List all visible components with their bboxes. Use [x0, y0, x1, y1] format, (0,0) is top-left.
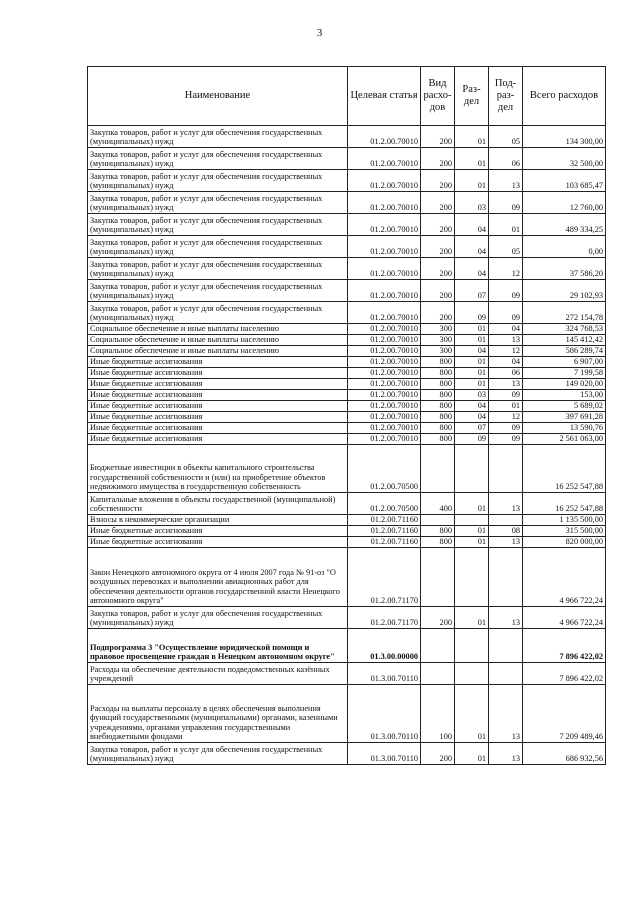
cell-code: 01.2.00.70010 — [348, 324, 421, 335]
table-row — [88, 412, 606, 423]
table-row — [88, 126, 606, 148]
table-row — [88, 379, 606, 390]
cell-code: 01.3.00.70110 — [348, 743, 421, 765]
cell-code: 01.2.00.70010 — [348, 434, 421, 445]
page-number: 3 — [316, 27, 323, 39]
cell-subsection: 04 — [489, 357, 523, 368]
table-row — [88, 192, 606, 214]
cell-code: 01.2.00.70010 — [348, 390, 421, 401]
cell-name: Расходы на обеспечение деятельности подведомственных казённых учреждений — [88, 663, 348, 685]
cell-total: 134 300,00 — [523, 126, 606, 148]
cell-total: 7 199,58 — [523, 368, 606, 379]
cell-code: 01.2.00.71160 — [348, 537, 421, 548]
cell-name: Иные бюджетные ассигнования — [88, 379, 348, 390]
cell-code: 01.2.00.70010 — [348, 214, 421, 236]
table-row — [88, 335, 606, 346]
cell-subsection: 12 — [489, 258, 523, 280]
table-row — [88, 629, 606, 663]
cell-vid: 800 — [421, 379, 455, 390]
cell-section: 03 — [455, 390, 489, 401]
cell-vid: 800 — [421, 401, 455, 412]
cell-vid: 800 — [421, 390, 455, 401]
cell-total: 324 768,53 — [523, 324, 606, 335]
cell-code: 01.2.00.70010 — [348, 280, 421, 302]
table-header-row — [88, 67, 606, 126]
cell-subsection: 05 — [489, 126, 523, 148]
cell-subsection: 08 — [489, 526, 523, 537]
cell-vid: 300 — [421, 346, 455, 357]
table-body — [88, 126, 606, 765]
cell-code: 01.2.00.70010 — [348, 236, 421, 258]
cell-code: 01.2.00.70010 — [348, 148, 421, 170]
cell-section: 01 — [455, 526, 489, 537]
cell-name: Закупка товаров, работ и услуг для обеспечения государственных (муниципальных) нужд — [88, 258, 348, 280]
cell-subsection — [489, 663, 523, 685]
table-row — [88, 302, 606, 324]
cell-subsection: 13 — [489, 743, 523, 765]
cell-name: Закупка товаров, работ и услуг для обеспечения государственных (муниципальных) нужд — [88, 743, 348, 765]
header-section: Раз-дел — [455, 67, 489, 126]
cell-total: 315 500,00 — [523, 526, 606, 537]
cell-name: Закупка товаров, работ и услуг для обеспечения государственных (муниципальных) нужд — [88, 214, 348, 236]
cell-name: Закупка товаров, работ и услуг для обеспечения государственных (муниципальных) нужд — [88, 607, 348, 629]
cell-vid: 200 — [421, 236, 455, 258]
cell-name: Социальное обеспечение и иные выплаты населению — [88, 324, 348, 335]
cell-subsection: 09 — [489, 302, 523, 324]
cell-vid: 400 — [421, 493, 455, 515]
cell-section: 01 — [455, 126, 489, 148]
cell-section: 01 — [455, 368, 489, 379]
cell-code: 01.2.00.70010 — [348, 170, 421, 192]
cell-section: 04 — [455, 412, 489, 423]
cell-total: 272 154,78 — [523, 302, 606, 324]
cell-name: Иные бюджетные ассигнования — [88, 423, 348, 434]
cell-section — [455, 663, 489, 685]
cell-subsection: 13 — [489, 335, 523, 346]
cell-code: 01.2.00.70010 — [348, 126, 421, 148]
cell-code: 01.2.00.70500 — [348, 445, 421, 493]
cell-vid: 200 — [421, 258, 455, 280]
cell-vid: 300 — [421, 335, 455, 346]
cell-vid: 200 — [421, 148, 455, 170]
cell-subsection — [489, 515, 523, 526]
table-row — [88, 663, 606, 685]
cell-name: Бюджетные инвестиции в объекты капитального строительства государственной собственности и (или) на приобретение объектов недвижимого имущества в государственную собственность — [88, 445, 348, 493]
table-row — [88, 148, 606, 170]
cell-vid: 200 — [421, 214, 455, 236]
cell-subsection — [489, 548, 523, 607]
cell-name: Закупка товаров, работ и услуг для обеспечения государственных (муниципальных) нужд — [88, 148, 348, 170]
cell-vid — [421, 515, 455, 526]
cell-name: Капитальные вложения в объекты государственной (муниципальной) собственности — [88, 493, 348, 515]
cell-code: 01.3.00.00000 — [348, 629, 421, 663]
cell-code: 01.2.00.70010 — [348, 368, 421, 379]
cell-subsection: 13 — [489, 170, 523, 192]
cell-subsection: 13 — [489, 379, 523, 390]
table-row — [88, 515, 606, 526]
table-row — [88, 214, 606, 236]
cell-total: 153,00 — [523, 390, 606, 401]
cell-subsection: 12 — [489, 412, 523, 423]
cell-name: Иные бюджетные ассигнования — [88, 434, 348, 445]
cell-code: 01.2.00.71160 — [348, 515, 421, 526]
cell-vid: 800 — [421, 423, 455, 434]
cell-section: 01 — [455, 335, 489, 346]
cell-code: 01.2.00.70010 — [348, 335, 421, 346]
cell-name: Закупка товаров, работ и услуг для обеспечения государственных (муниципальных) нужд — [88, 302, 348, 324]
table-row — [88, 401, 606, 412]
cell-total: 103 685,47 — [523, 170, 606, 192]
cell-code: 01.2.00.71170 — [348, 607, 421, 629]
cell-total: 5 689,02 — [523, 401, 606, 412]
table-row — [88, 526, 606, 537]
cell-code: 01.2.00.70010 — [348, 423, 421, 434]
cell-code: 01.2.00.70010 — [348, 379, 421, 390]
cell-name: Социальное обеспечение и иные выплаты населению — [88, 335, 348, 346]
cell-code: 01.3.00.70110 — [348, 663, 421, 685]
cell-code: 01.2.00.70010 — [348, 258, 421, 280]
cell-code: 01.2.00.70010 — [348, 346, 421, 357]
cell-name: Иные бюджетные ассигнования — [88, 401, 348, 412]
cell-name: Закупка товаров, работ и услуг для обеспечения государственных (муниципальных) нужд — [88, 192, 348, 214]
cell-section: 04 — [455, 346, 489, 357]
cell-subsection: 01 — [489, 401, 523, 412]
cell-section: 04 — [455, 401, 489, 412]
table-row — [88, 685, 606, 743]
budget-table — [87, 66, 606, 765]
cell-vid: 200 — [421, 192, 455, 214]
cell-total: 7 896 422,02 — [523, 663, 606, 685]
cell-section: 07 — [455, 280, 489, 302]
cell-vid — [421, 629, 455, 663]
header-subsection: Под-раз-дел — [489, 67, 523, 126]
cell-section: 01 — [455, 743, 489, 765]
cell-total: 4 966 722,24 — [523, 607, 606, 629]
cell-section: 04 — [455, 236, 489, 258]
table-row — [88, 434, 606, 445]
cell-vid: 800 — [421, 412, 455, 423]
header-name: Наименование — [88, 67, 348, 126]
cell-name: Иные бюджетные ассигнования — [88, 368, 348, 379]
cell-total: 149 020,00 — [523, 379, 606, 390]
cell-vid: 200 — [421, 302, 455, 324]
cell-subsection: 13 — [489, 537, 523, 548]
cell-name: Расходы на выплаты персоналу в целях обеспечения выполнения функций государственными (муниципальными) органами, казенными учреждениями, органами управления государственными внебюджетными фондами — [88, 685, 348, 743]
header-total: Всего расходов — [523, 67, 606, 126]
cell-vid: 200 — [421, 280, 455, 302]
table-row — [88, 170, 606, 192]
cell-section — [455, 515, 489, 526]
cell-name: Иные бюджетные ассигнования — [88, 357, 348, 368]
cell-subsection: 09 — [489, 434, 523, 445]
cell-section: 01 — [455, 148, 489, 170]
cell-code: 01.2.00.70010 — [348, 357, 421, 368]
table-row — [88, 548, 606, 607]
cell-total: 145 412,42 — [523, 335, 606, 346]
cell-vid: 800 — [421, 434, 455, 445]
cell-subsection: 13 — [489, 685, 523, 743]
cell-total: 16 252 547,88 — [523, 493, 606, 515]
cell-name: Закупка товаров, работ и услуг для обеспечения государственных (муниципальных) нужд — [88, 170, 348, 192]
cell-code: 01.2.00.71170 — [348, 548, 421, 607]
cell-name: Закупка товаров, работ и услуг для обеспечения государственных (муниципальных) нужд — [88, 280, 348, 302]
table-row — [88, 236, 606, 258]
cell-name: Закупка товаров, работ и услуг для обеспечения государственных (муниципальных) нужд — [88, 126, 348, 148]
cell-section: 01 — [455, 357, 489, 368]
cell-subsection — [489, 445, 523, 493]
cell-total: 29 102,93 — [523, 280, 606, 302]
cell-total: 6 907,00 — [523, 357, 606, 368]
cell-subsection: 09 — [489, 280, 523, 302]
cell-total: 1 135 500,00 — [523, 515, 606, 526]
table-row — [88, 280, 606, 302]
cell-vid: 200 — [421, 126, 455, 148]
cell-code: 01.2.00.70500 — [348, 493, 421, 515]
cell-section: 01 — [455, 324, 489, 335]
cell-section: 01 — [455, 607, 489, 629]
cell-name: Закупка товаров, работ и услуг для обеспечения государственных (муниципальных) нужд — [88, 236, 348, 258]
cell-subsection: 06 — [489, 148, 523, 170]
cell-section: 04 — [455, 214, 489, 236]
cell-section — [455, 445, 489, 493]
cell-code: 01.2.00.71160 — [348, 526, 421, 537]
cell-total: 32 500,00 — [523, 148, 606, 170]
cell-code: 01.2.00.70010 — [348, 412, 421, 423]
cell-total: 0,00 — [523, 236, 606, 258]
cell-vid: 800 — [421, 537, 455, 548]
cell-subsection: 05 — [489, 236, 523, 258]
table-row — [88, 324, 606, 335]
cell-total: 489 334,25 — [523, 214, 606, 236]
cell-vid — [421, 445, 455, 493]
cell-section: 01 — [455, 493, 489, 515]
table-row — [88, 258, 606, 280]
cell-total: 16 252 547,88 — [523, 445, 606, 493]
table-row — [88, 445, 606, 493]
cell-subsection: 12 — [489, 346, 523, 357]
cell-subsection: 04 — [489, 324, 523, 335]
cell-name: Иные бюджетные ассигнования — [88, 526, 348, 537]
cell-code: 01.2.00.70010 — [348, 302, 421, 324]
cell-name: Иные бюджетные ассигнования — [88, 390, 348, 401]
cell-vid: 200 — [421, 743, 455, 765]
table-row — [88, 493, 606, 515]
cell-total: 13 590,76 — [523, 423, 606, 434]
cell-total: 7 209 489,46 — [523, 685, 606, 743]
cell-name: Иные бюджетные ассигнования — [88, 537, 348, 548]
cell-name: Подпрограмма 3 "Осуществление юридической помощи и правовое просвещение граждан в Ненецком автономном округе" — [88, 629, 348, 663]
cell-total: 820 000,00 — [523, 537, 606, 548]
cell-section: 03 — [455, 192, 489, 214]
cell-subsection: 13 — [489, 493, 523, 515]
table-row — [88, 537, 606, 548]
cell-total: 2 561 063,00 — [523, 434, 606, 445]
cell-section: 09 — [455, 302, 489, 324]
cell-total: 586 289,74 — [523, 346, 606, 357]
table-row — [88, 346, 606, 357]
cell-section: 09 — [455, 434, 489, 445]
table-row — [88, 357, 606, 368]
cell-section — [455, 629, 489, 663]
cell-total: 37 586,20 — [523, 258, 606, 280]
cell-subsection: 09 — [489, 423, 523, 434]
table-row — [88, 390, 606, 401]
cell-section: 01 — [455, 537, 489, 548]
table-row — [88, 423, 606, 434]
cell-subsection — [489, 629, 523, 663]
cell-vid — [421, 663, 455, 685]
cell-name: Социальное обеспечение и иные выплаты населению — [88, 346, 348, 357]
cell-total: 12 760,00 — [523, 192, 606, 214]
cell-total: 4 966 722,24 — [523, 548, 606, 607]
cell-vid: 100 — [421, 685, 455, 743]
cell-code: 01.2.00.70010 — [348, 192, 421, 214]
cell-subsection: 01 — [489, 214, 523, 236]
header-vid: Вид расхо-дов — [421, 67, 455, 126]
cell-vid — [421, 548, 455, 607]
cell-name: Иные бюджетные ассигнования — [88, 412, 348, 423]
cell-subsection: 09 — [489, 390, 523, 401]
cell-section: 01 — [455, 379, 489, 390]
cell-vid: 300 — [421, 324, 455, 335]
cell-vid: 800 — [421, 368, 455, 379]
cell-subsection: 13 — [489, 607, 523, 629]
cell-section: 04 — [455, 258, 489, 280]
cell-section: 07 — [455, 423, 489, 434]
cell-vid: 200 — [421, 607, 455, 629]
table-row — [88, 368, 606, 379]
cell-name: Закон Ненецкого автономного округа от 4 июля 2007 года № 91-оз "О воздушных перевозках и выполнении авиационных работ для обеспечения деятельности органов государственной власти Ненецкого автономного округа" — [88, 548, 348, 607]
cell-code: 01.3.00.70110 — [348, 685, 421, 743]
cell-section — [455, 548, 489, 607]
cell-code: 01.2.00.70010 — [348, 401, 421, 412]
cell-subsection: 09 — [489, 192, 523, 214]
table-row — [88, 607, 606, 629]
cell-section: 01 — [455, 170, 489, 192]
cell-vid: 800 — [421, 357, 455, 368]
cell-total: 7 896 422,02 — [523, 629, 606, 663]
cell-vid: 200 — [421, 170, 455, 192]
cell-name: Взносы в некоммерческие организации — [88, 515, 348, 526]
cell-total: 686 932,56 — [523, 743, 606, 765]
cell-total: 397 691,28 — [523, 412, 606, 423]
table-row — [88, 743, 606, 765]
cell-section: 01 — [455, 685, 489, 743]
header-code: Целевая статья — [348, 67, 421, 126]
cell-vid: 800 — [421, 526, 455, 537]
cell-subsection: 06 — [489, 368, 523, 379]
